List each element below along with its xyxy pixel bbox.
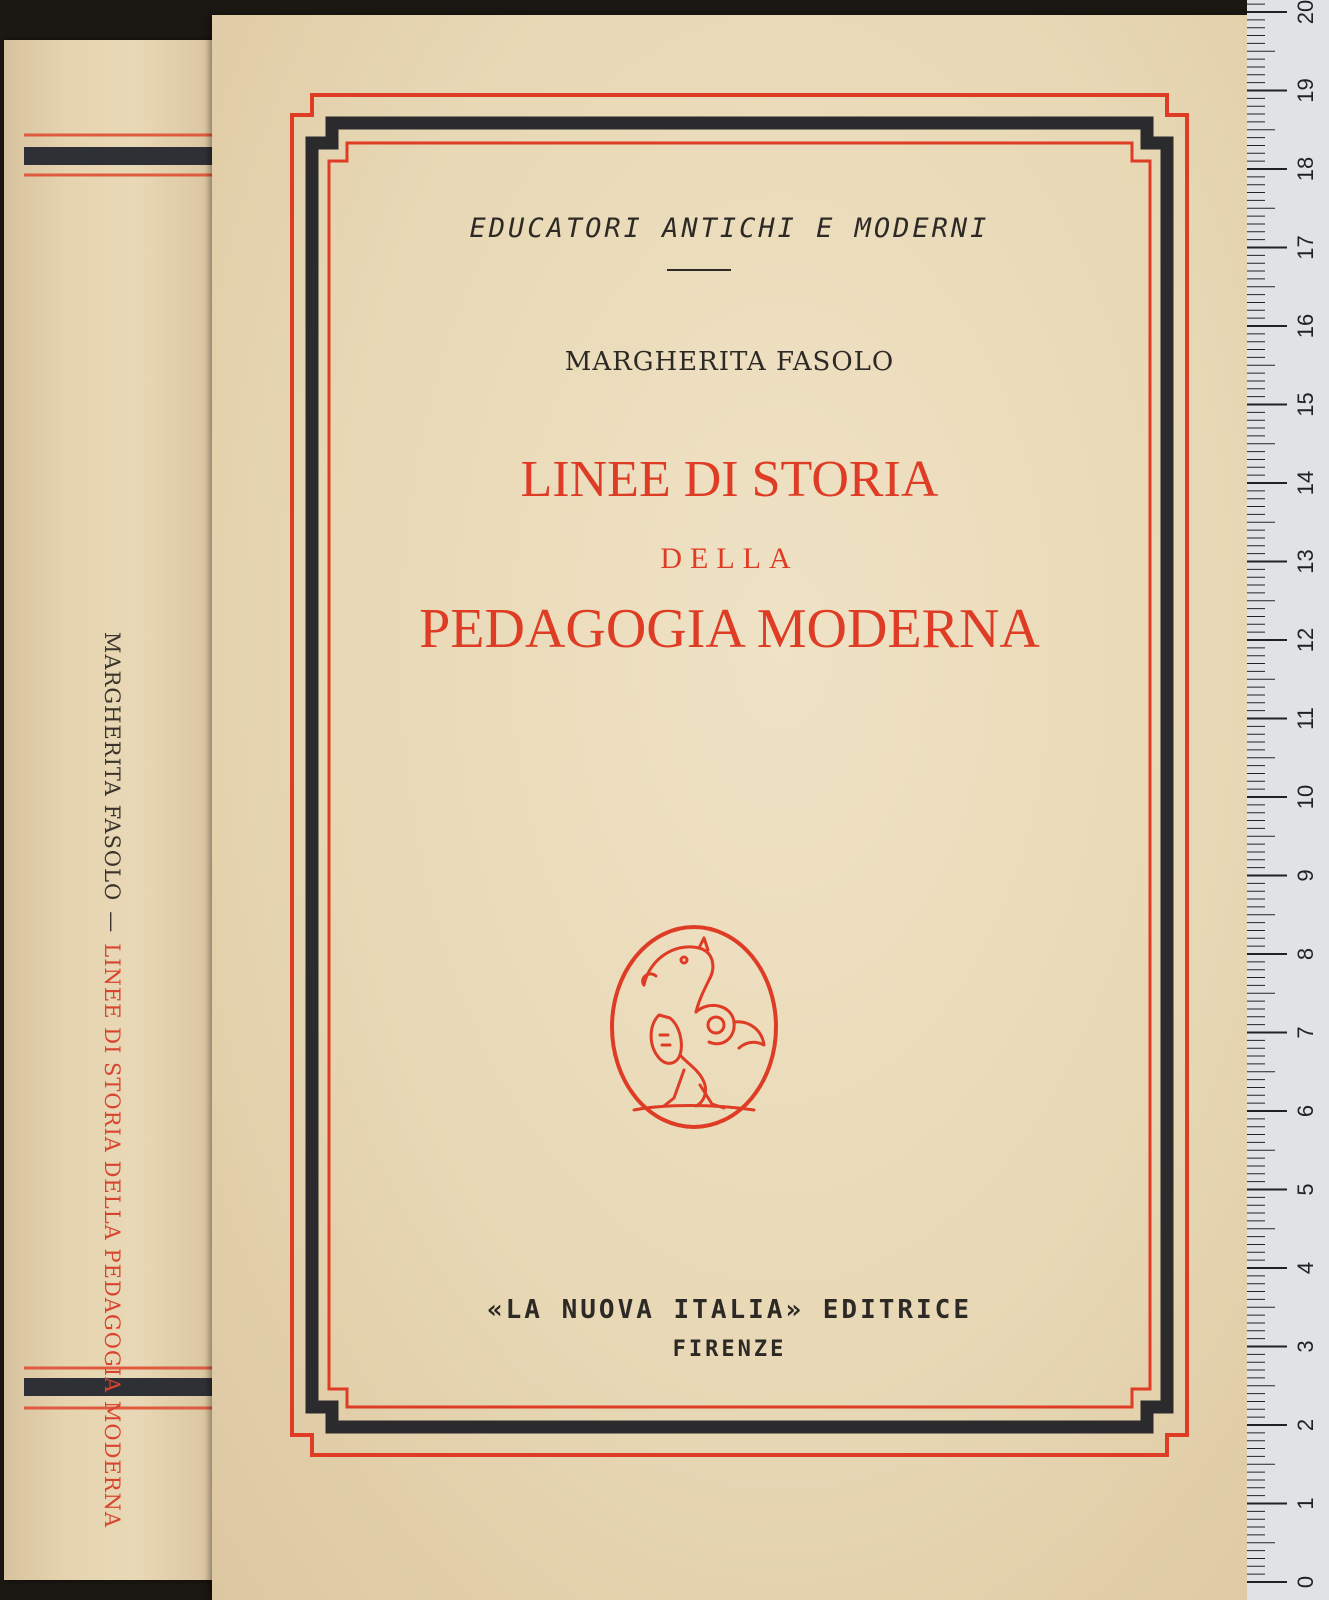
ruler-label: 20 <box>1293 0 1318 25</box>
ruler-label: 5 <box>1293 1183 1318 1196</box>
ruler-label: 0 <box>1293 1575 1318 1589</box>
measuring-ruler <box>1247 0 1329 1600</box>
spine-separator: — <box>100 911 124 934</box>
spine-label <box>100 632 124 1528</box>
ruler-label: 2 <box>1293 1418 1318 1432</box>
cover-border-frame <box>212 15 1247 1600</box>
ruler-label: 18 <box>1293 156 1318 182</box>
book-title-line-1: LINEE DI STORIA <box>520 451 939 508</box>
ruler-label: 9 <box>1293 869 1318 882</box>
publisher-name: «LA NUOVA ITALIA» EDITRICE <box>487 1295 972 1325</box>
series-title: EDUCATORI ANTICHI E MODERNI <box>469 213 990 244</box>
ruler-label: 15 <box>1293 392 1318 417</box>
publisher-city: FIRENZE <box>672 1337 787 1362</box>
ruler-label: 14 <box>1293 470 1318 496</box>
ruler-scale <box>1247 0 1329 1600</box>
ruler-label: 17 <box>1293 235 1318 260</box>
ruler-label: 10 <box>1293 784 1318 810</box>
spine-book <box>4 40 219 1580</box>
ruler-label: 4 <box>1293 1261 1318 1275</box>
ruler-label: 12 <box>1293 627 1318 653</box>
ruler-label: 1 <box>1293 1497 1318 1510</box>
book-title-line-2: DELLA <box>660 542 799 575</box>
ruler-label: 8 <box>1293 947 1318 961</box>
author-name: MARGHERITA FASOLO <box>564 347 895 377</box>
spine-title: LINEE DI STORIA DELLA PEDAGOGIA MODERNA <box>100 943 124 1529</box>
book-title-line-3: PEDAGOGIA MODERNA <box>419 598 1040 660</box>
spine-author: MARGHERITA FASOLO <box>100 631 124 902</box>
publisher-emblem-horse-ram-icon <box>604 920 784 1135</box>
ruler-label: 3 <box>1293 1340 1318 1353</box>
ruler-label: 11 <box>1293 707 1318 730</box>
series-divider <box>667 269 731 271</box>
ruler-label: 16 <box>1293 313 1318 339</box>
ruler-label: 7 <box>1293 1026 1318 1039</box>
ruler-label: 6 <box>1293 1104 1318 1118</box>
ruler-label: 19 <box>1293 78 1318 103</box>
ruler-label: 13 <box>1293 549 1318 574</box>
front-cover <box>212 15 1247 1600</box>
